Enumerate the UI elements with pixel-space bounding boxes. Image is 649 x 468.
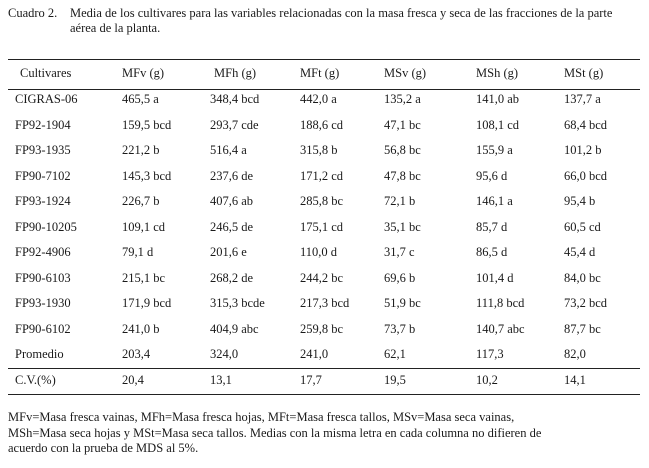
table-cell: 324,0 <box>210 347 239 362</box>
table-cell: 14,1 <box>564 372 586 387</box>
row-label: FP90-7102 <box>15 168 71 183</box>
footnote-line: MFv=Masa fresca vainas, MFh=Masa fresca hojas, MFt=Masa fresca tallos, MSv=Masa seca vainas, <box>8 410 515 424</box>
table-cell: 13,1 <box>210 372 232 387</box>
table-cell: 82,0 <box>564 347 586 362</box>
column-header: MSh (g) <box>476 66 519 80</box>
table-cell: 95,4 b <box>564 194 596 209</box>
table-cell: 85,7 d <box>476 219 508 234</box>
table-header-row <box>8 60 640 87</box>
table-cell: 141,0 ab <box>476 92 520 107</box>
table-cell: 137,7 a <box>564 92 601 107</box>
table-cell: 72,1 b <box>384 194 416 209</box>
table-cell: 171,2 cd <box>300 168 344 183</box>
table-cell: 45,4 d <box>564 245 596 260</box>
table-footnote <box>8 410 638 457</box>
table-cell: 10,2 <box>476 372 498 387</box>
table-row <box>8 266 640 292</box>
table-cell: 442,0 a <box>300 92 337 107</box>
table-body <box>8 87 640 393</box>
cv-row <box>8 368 640 394</box>
table-cell: 516,4 a <box>210 143 247 158</box>
table-cell: 66,0 bcd <box>564 168 608 183</box>
table-cell: 95,6 d <box>476 168 508 183</box>
table-cell: 47,1 bc <box>384 117 421 132</box>
caption-label: Cuadro 2. <box>8 6 58 20</box>
table-cell: 35,1 bc <box>384 219 421 234</box>
table-cell: 221,2 b <box>122 143 160 158</box>
table-row <box>8 189 640 215</box>
table-cell: 117,3 <box>476 347 504 362</box>
table-cell: 203,4 <box>122 347 151 362</box>
table-cell: 79,1 d <box>122 245 154 260</box>
column-header: MSt (g) <box>564 66 604 80</box>
table-bottom-rule <box>8 394 640 395</box>
table-row <box>8 164 640 190</box>
table-cell: 87,7 bc <box>564 321 601 336</box>
header-rule <box>8 89 640 90</box>
table-cell: 62,1 <box>384 347 406 362</box>
table-cell: 84,0 bc <box>564 270 601 285</box>
table-cell: 404,9 abc <box>210 321 259 336</box>
row-label: FP93-1930 <box>15 296 71 311</box>
table-cell: 241,0 b <box>122 321 160 336</box>
table-cell: 20,4 <box>122 372 144 387</box>
table-row <box>8 138 640 164</box>
table-cell: 68,4 bcd <box>564 117 608 132</box>
table-cell: 244,2 bc <box>300 270 344 285</box>
table-cell: 315,8 b <box>300 143 338 158</box>
row-label: FP90-10205 <box>15 219 77 234</box>
table-cell: 19,5 <box>384 372 406 387</box>
footnote-line: MSh=Masa seca hojas y MSt=Masa seca tallos. Medias con la misma letra en cada columna no difieren de <box>8 425 542 440</box>
table-cell: 73,7 b <box>384 321 416 336</box>
table-row <box>8 87 640 113</box>
table-row <box>8 215 640 241</box>
table-cell: 268,2 de <box>210 270 254 285</box>
data-table <box>8 60 640 393</box>
table-cell: 109,1 cd <box>122 219 166 234</box>
average-row <box>8 342 640 368</box>
table-cell: 241,0 <box>300 347 329 362</box>
table-cell: 293,7 cde <box>210 117 259 132</box>
table-cell: 51,9 bc <box>384 296 421 311</box>
table-cell: 315,3 bcde <box>210 296 265 311</box>
table-cell: 111,8 bcd <box>476 296 525 311</box>
table-cell: 226,7 b <box>122 194 160 209</box>
table-row <box>8 291 640 317</box>
table-cell: 17,7 <box>300 372 322 387</box>
table-cell: 86,5 d <box>476 245 508 260</box>
table-cell: 47,8 bc <box>384 168 421 183</box>
table-cell: 73,2 bcd <box>564 296 608 311</box>
table-cell: 237,6 de <box>210 168 254 183</box>
table-cell: 110,0 d <box>300 245 338 260</box>
table-cell: 140,7 abc <box>476 321 525 336</box>
column-header: MFv (g) <box>122 66 165 80</box>
row-label: FP93-1935 <box>15 143 71 158</box>
table-cell: 101,2 b <box>564 143 602 158</box>
column-header: MFh (g) <box>214 66 257 80</box>
row-label: FP92-1904 <box>15 117 71 132</box>
table-cell: 145,3 bcd <box>122 168 172 183</box>
footnote-line: acuerdo con la prueba de MDS al 5%. <box>8 441 199 455</box>
table-cell: 465,5 a <box>122 92 159 107</box>
table-caption <box>8 6 638 36</box>
table-cell: 159,5 bcd <box>122 117 172 132</box>
column-header: MFt (g) <box>300 66 340 80</box>
table-cell: 31,7 c <box>384 245 415 260</box>
table-cell: 108,1 cd <box>476 117 520 132</box>
column-header: Cultivares <box>20 66 72 80</box>
table-cell: 101,4 d <box>476 270 514 285</box>
table-cell: 201,6 e <box>210 245 247 260</box>
table-cell: 60,5 cd <box>564 219 601 234</box>
cv-rule <box>8 368 640 369</box>
table-cell: 215,1 bc <box>122 270 166 285</box>
row-label: FP90-6102 <box>15 321 71 336</box>
row-label: CIGRAS-06 <box>15 92 78 107</box>
table-cell: 246,5 de <box>210 219 254 234</box>
table-cell: 69,6 b <box>384 270 416 285</box>
row-label: FP93-1924 <box>15 194 71 209</box>
table-cell: 188,6 cd <box>300 117 344 132</box>
table-cell: 285,8 bc <box>300 194 344 209</box>
table-cell: 146,1 a <box>476 194 513 209</box>
table-cell: 171,9 bcd <box>122 296 172 311</box>
row-label: FP90-6103 <box>15 270 71 285</box>
table-cell: 56,8 bc <box>384 143 421 158</box>
table-row <box>8 240 640 266</box>
caption-text: Media de los cultivares para las variables relacionadas con la masa fresca y seca de las fracciones de la parte aérea de la planta. <box>70 6 613 35</box>
column-header: MSv (g) <box>384 66 427 80</box>
row-label: Promedio <box>15 347 64 362</box>
table-cell: 155,9 a <box>476 143 513 158</box>
table-cell: 348,4 bcd <box>210 92 260 107</box>
row-label: FP92-4906 <box>15 245 71 260</box>
table-cell: 407,6 ab <box>210 194 254 209</box>
table-row <box>8 113 640 139</box>
table-cell: 217,3 bcd <box>300 296 350 311</box>
row-label: C.V.(%) <box>15 372 56 387</box>
table-cell: 135,2 a <box>384 92 421 107</box>
table-cell: 259,8 bc <box>300 321 344 336</box>
table-cell: 175,1 cd <box>300 219 344 234</box>
table-row <box>8 317 640 343</box>
